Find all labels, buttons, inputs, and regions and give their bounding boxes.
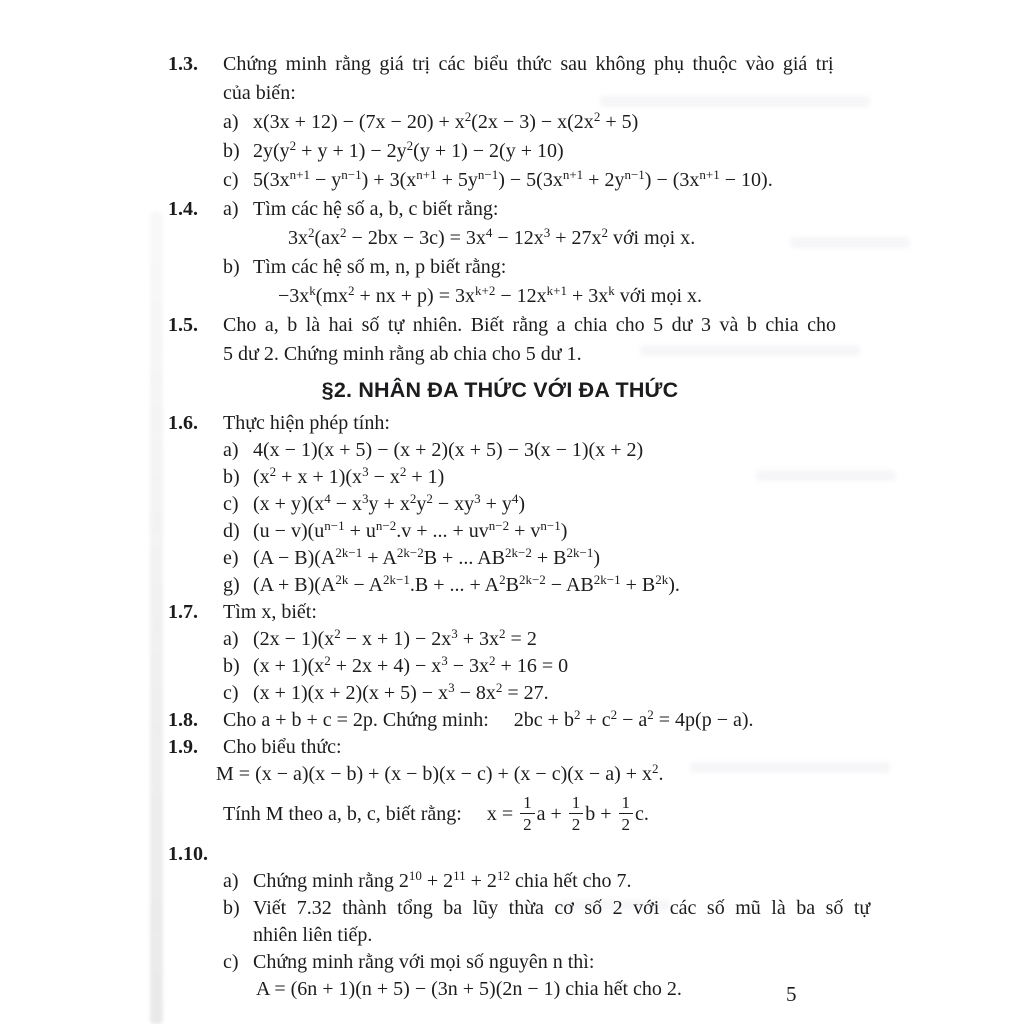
superscript: 4 xyxy=(485,225,493,240)
line-text: Tính M theo a, b, c, biết rằng: x = $\frac{1}{2}$ a + $\frac{1}{2}$ b + $\frac{1}{2}$ c. xyxy=(223,792,649,834)
superscript: 2 xyxy=(652,761,659,776)
superscript: 10 xyxy=(408,868,422,883)
line-text: Chứng minh rằng $2^{10} + 2^{11} + 2^{12}$ chia hết cho 7. xyxy=(253,868,632,892)
problem-number: 1.6. xyxy=(168,412,198,434)
item-letter: b) xyxy=(223,897,240,919)
problem-number: 1.4. xyxy=(168,198,198,220)
superscript: n−1 xyxy=(540,518,561,533)
superscript: n+1 xyxy=(289,167,311,182)
item-letter: e) xyxy=(223,547,239,569)
superscript: 2 xyxy=(464,109,472,124)
superscript: 11 xyxy=(453,868,466,883)
superscript: 2k−2 xyxy=(505,545,532,560)
text-line xyxy=(168,761,898,788)
line-text: Viết 7.32 thành tổng ba lũy thừa cơ số 2 với các số mũ là ba số tự xyxy=(253,897,871,919)
superscript: 2 xyxy=(348,283,355,298)
line-text: $(2x - 1)(x^2 - x + 1) - 2x^3 + 3x^2 = 2$ xyxy=(253,626,537,650)
line-text: nhiên liên tiếp. xyxy=(253,924,373,946)
text-line xyxy=(168,195,898,224)
item-letter: c) xyxy=(223,493,239,515)
item-letter: b) xyxy=(223,140,240,162)
line-text: $(x + y)(x^4 - x^3y + x^2y^2 - xy^3 + y^4)$ xyxy=(253,491,526,515)
line-text: Thực hiện phép tính: xyxy=(223,412,390,434)
superscript: 2 xyxy=(409,491,417,506)
line-text: 5 dư 2. Chứng minh rằng ab chia cho 5 dư 1. xyxy=(223,343,582,365)
line-text: $(A - B)(A^{2k-1} + A^{2k-2}B$ + ... $AB^{2k-2} + B^{2k-1}$) xyxy=(253,545,600,569)
text-line xyxy=(168,311,898,340)
superscript: 2 xyxy=(593,109,601,124)
superscript: n−1 xyxy=(324,518,345,533)
line-text: của biến: xyxy=(223,82,296,104)
superscript: k+2 xyxy=(475,283,496,298)
text-line xyxy=(168,653,898,680)
line-text: $(x + 1)(x^2 + 2x + 4) - x^3 - 3x^2 + 16 = 0$ xyxy=(253,653,569,677)
superscript: 2k−1 xyxy=(566,545,594,560)
section-heading xyxy=(168,377,898,404)
superscript: n+1 xyxy=(416,167,437,182)
fraction: $\frac{1}{2}$ xyxy=(520,794,535,833)
line-text: $-3x^k(mx^2$ + nx + $p) = 3x^{k+2} - 12x^{k+1} + 3x^k$ với mọi x. xyxy=(278,283,702,307)
superscript: 2 xyxy=(499,572,506,587)
line-text: Tìm x, biết: xyxy=(223,601,317,623)
superscript: 12 xyxy=(496,868,510,883)
text-line xyxy=(168,788,898,841)
superscript: n−1 xyxy=(477,167,499,182)
superscript: 3 xyxy=(448,680,455,695)
superscript: 2 xyxy=(269,464,277,479)
text-line xyxy=(168,680,898,707)
line-text: A = (6n + 1)(n + 5) − (3n + 5)(2n − 1) chia hết cho 2. xyxy=(256,978,682,1000)
text-line xyxy=(168,707,898,734)
superscript: n+1 xyxy=(699,167,720,182)
line-text: Tìm các hệ số a, b, c biết rằng: xyxy=(253,198,499,220)
superscript: 2 xyxy=(610,707,618,722)
item-letter: g) xyxy=(223,574,240,596)
line-text: $x(3x + 12) - (7x - 20) + x^2(2x - 3) - x(2x^2 + 5)$ xyxy=(253,109,639,133)
text-line xyxy=(168,410,898,437)
superscript: n−2 xyxy=(488,518,510,533)
text-line xyxy=(168,895,898,922)
line-text: $5(3x^{n+1} - y^{n-1}) + 3(x^{n+1} + 5y^{n-1}) - 5(3x^{n+1} + 2y^{n-1}) - (3x^{n+1} - 10)$. xyxy=(253,167,773,191)
text-line xyxy=(168,841,898,868)
line-text: $(A + B)(A^{2k} - A^{2k-1}.B$ + ... + $A^2B^{2k-2} - AB^{2k-1} + B^{2k}$). xyxy=(253,572,680,596)
text-line xyxy=(168,922,898,949)
text-line xyxy=(168,50,898,79)
item-letter: c) xyxy=(223,169,239,191)
item-letter: d) xyxy=(223,520,240,542)
superscript: k+1 xyxy=(546,283,567,298)
superscript: 3 xyxy=(543,225,551,240)
superscript: 3 xyxy=(362,464,369,479)
superscript: 2 xyxy=(406,138,414,153)
line-text: $M = (x - a)(x - b) + (x - b)(x - c) + (x - c)(x - a) + x^2$. xyxy=(216,761,664,785)
line-text: $(x^2 + x + 1)(x^3 - x^2 + 1)$ xyxy=(253,464,445,488)
item-letter: a) xyxy=(223,439,239,461)
line-text: $(u - v)(u^{n-1} + u^{n-2}.v$ + ... + $uv^{n-2} + v^{n-1}$) xyxy=(253,518,568,542)
line-text: §2. NHÂN ĐA THỨC VỚI ĐA THỨC xyxy=(321,378,679,402)
superscript: 3 xyxy=(362,491,369,506)
line-text: $2y(y^2 + y + 1) - 2y^2(y + 1) - 2(y + 10)$ xyxy=(253,138,564,162)
superscript: 2 xyxy=(340,225,347,240)
superscript: 2 xyxy=(399,464,407,479)
superscript: 3 xyxy=(441,653,448,668)
superscript: 2 xyxy=(647,707,654,722)
line-text: Cho a + b + c = 2p. Chứng minh: $2bc + b^2 + c^2 - a^2 = 4p(p - a)$. xyxy=(223,707,754,731)
superscript: 2k−1 xyxy=(335,545,363,560)
text-line xyxy=(168,464,898,491)
problem-number: 1.8. xyxy=(168,709,198,731)
superscript: 2 xyxy=(324,653,331,668)
superscript: 2 xyxy=(334,626,341,641)
line-text: $3x^2(ax^2 - 2bx - 3c) = 3x^4 - 12x^3 + 27x^2$ với mọi x. xyxy=(288,225,696,249)
text-line xyxy=(168,79,898,108)
item-letter: b) xyxy=(223,466,240,488)
line-text: Chứng minh rằng với mọi số nguyên n thì: xyxy=(253,951,595,973)
fraction: $\frac{1}{2}$ xyxy=(619,794,634,833)
text-line xyxy=(168,340,898,369)
text-line xyxy=(168,599,898,626)
text-line xyxy=(168,491,898,518)
text-line xyxy=(168,166,898,195)
item-letter: a) xyxy=(223,870,239,892)
superscript: 4 xyxy=(511,491,519,506)
superscript: 2 xyxy=(489,653,496,668)
text-line xyxy=(168,108,898,137)
page-edge-shadow xyxy=(150,212,163,1024)
superscript: 3 xyxy=(451,626,458,641)
superscript: 2k xyxy=(655,572,669,587)
superscript: 2k−2 xyxy=(518,572,546,587)
superscript: n+1 xyxy=(562,167,584,182)
text-line xyxy=(168,282,898,311)
problem-number: 1.3. xyxy=(168,53,198,75)
line-text: $(x + 1)(x + 2)(x + 5) - x^3 - 8x^2 = 27$. xyxy=(253,680,549,704)
superscript: n−1 xyxy=(624,167,645,182)
text-line xyxy=(168,949,898,976)
superscript: 2 xyxy=(495,680,503,695)
problem-number: 1.9. xyxy=(168,736,198,758)
text-line xyxy=(168,626,898,653)
text-line xyxy=(168,572,898,599)
superscript: 2k−1 xyxy=(593,572,621,587)
superscript: 2k−2 xyxy=(396,545,424,560)
superscript: 2k−1 xyxy=(383,572,410,587)
superscript: 2 xyxy=(573,707,581,722)
item-letter: c) xyxy=(223,682,239,704)
problem-number: 1.7. xyxy=(168,601,198,623)
superscript: 2 xyxy=(499,626,506,641)
line-text: Chứng minh rằng giá trị các biểu thức sau không phụ thuộc vào giá trị xyxy=(223,53,834,75)
superscript: 4 xyxy=(324,491,331,506)
line-text: Cho biểu thức: xyxy=(223,736,342,758)
superscript: 2k xyxy=(335,572,349,587)
problem-number: 1.5. xyxy=(168,314,198,336)
text-line xyxy=(168,518,898,545)
item-letter: a) xyxy=(223,628,239,650)
item-letter: a) xyxy=(223,111,239,133)
line-text: Tìm các hệ số m, n, p biết rằng: xyxy=(253,256,507,278)
superscript: 3 xyxy=(474,491,481,506)
superscript: 2 xyxy=(289,138,297,153)
superscript: n−1 xyxy=(341,167,362,182)
item-letter: c) xyxy=(223,951,239,973)
item-letter: a) xyxy=(223,198,239,220)
line-text: 4(x − 1)(x + 5) − (x + 2)(x + 5) − 3(x − 1)(x + 2) xyxy=(253,439,644,461)
item-letter: b) xyxy=(223,655,240,677)
superscript: n−2 xyxy=(375,518,397,533)
page-content xyxy=(168,50,898,1003)
superscript: 2 xyxy=(308,225,315,240)
item-letter: b) xyxy=(223,256,240,278)
text-line xyxy=(168,253,898,282)
superscript: k xyxy=(309,283,316,298)
superscript: k xyxy=(608,283,615,298)
problem-number: 1.10. xyxy=(168,843,208,865)
line-text: Cho a, b là hai số tự nhiên. Biết rằng a chia cho 5 dư 3 và b chia cho xyxy=(223,314,837,336)
fraction: $\frac{1}{2}$ xyxy=(569,794,584,833)
text-line xyxy=(168,545,898,572)
text-line xyxy=(168,137,898,166)
page-number: 5 xyxy=(786,982,797,1006)
text-line xyxy=(168,437,898,464)
text-line xyxy=(168,224,898,253)
text-line xyxy=(168,868,898,895)
superscript: 2 xyxy=(601,225,608,240)
text-line xyxy=(168,734,898,761)
superscript: 2 xyxy=(426,491,433,506)
